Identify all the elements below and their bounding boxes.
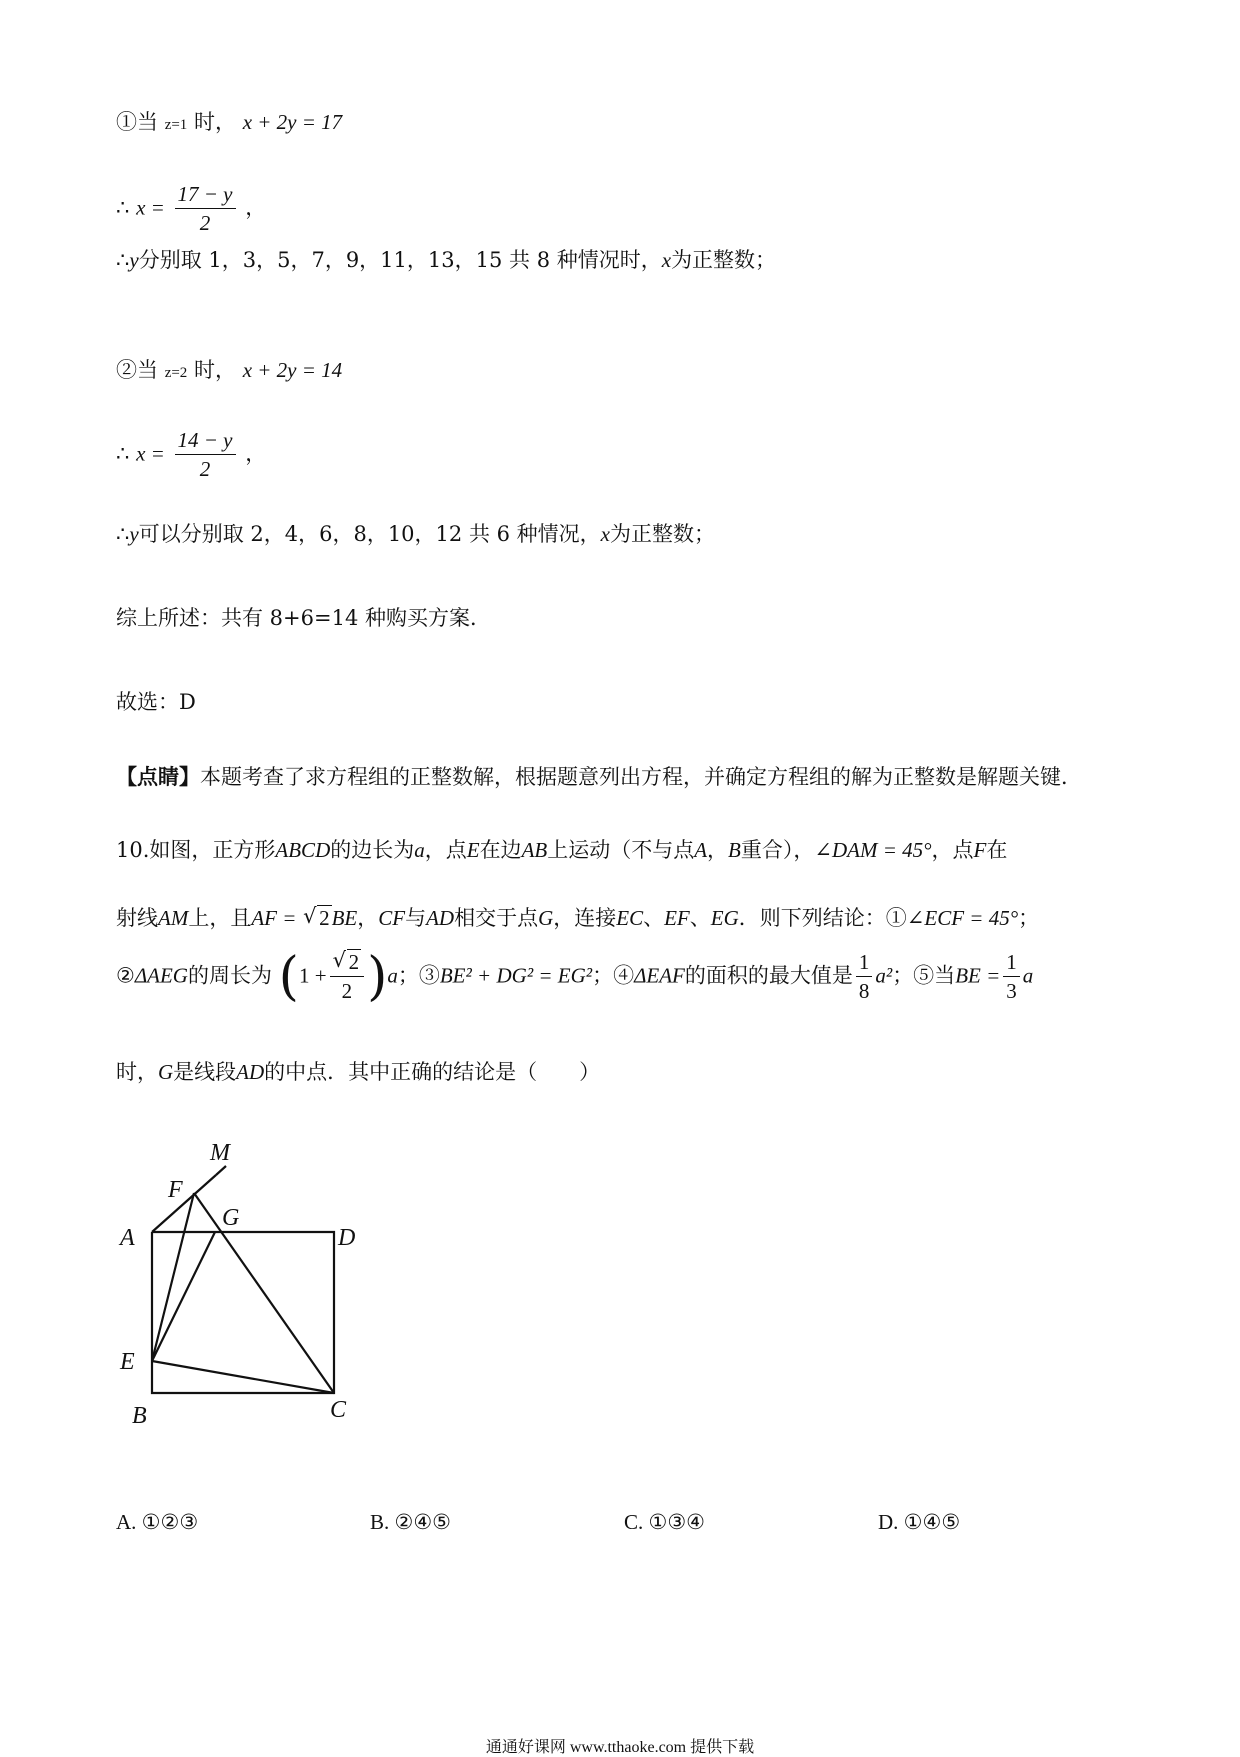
equation: x + 2y = 17 [242, 110, 343, 134]
variable: x [661, 248, 672, 272]
text: ，连接 [553, 906, 617, 930]
option-b[interactable]: B. ②④⑤ [370, 1510, 451, 1534]
fraction: √ 2 2 [330, 950, 365, 1004]
solution-line-6 [116, 522, 715, 547]
math: B [728, 838, 741, 862]
denominator: 8 [858, 979, 870, 1004]
solution-line-3 [116, 248, 776, 273]
text: 为正整数； [609, 522, 715, 546]
denominator: 3 [1006, 979, 1017, 1004]
math: CF [378, 906, 406, 930]
answer-choice: 故选：D [116, 690, 196, 714]
question-line-2 [116, 906, 1039, 931]
fraction [1003, 950, 1020, 1004]
segment-eg [152, 1232, 215, 1361]
text: ，点 [931, 838, 974, 862]
label-a: A [120, 1225, 135, 1251]
variable: x = [136, 195, 165, 220]
text: 分别取 1，3，5，7，9，11，13，15 共 8 种情况时， [138, 248, 662, 272]
text: ；④ [592, 963, 635, 988]
segment-ef [152, 1193, 194, 1361]
text: ， [357, 906, 379, 930]
text: ； [1018, 906, 1040, 930]
label-d: D [338, 1225, 356, 1251]
question-line-3: ②ΔAEG的周长为 (1 + √ 2 2 )a；③BE² + DG² = EG²；④ΔEAF的面积的最大值是 $\frac{1}{8}$ a²；⑤当BE = $\frac{1}{3}$ a [116, 947, 1034, 1008]
page-footer: 通通好课网 www.tthaoke.com 提供下载 [485, 1739, 755, 1756]
denominator: 2 [199, 457, 211, 482]
math: ABCD [275, 838, 331, 862]
math: 1 + [298, 963, 327, 988]
math: BE = [955, 963, 1001, 988]
option-d[interactable]: D. ①④⑤ [878, 1510, 961, 1534]
segment-ec [152, 1361, 334, 1393]
math: AB [521, 838, 548, 862]
therefore-symbol: ∴ [116, 441, 130, 466]
text: 是线段 [173, 1060, 237, 1084]
question-line-4 [116, 1060, 600, 1085]
ray-am [152, 1175, 216, 1232]
math: E [466, 838, 480, 862]
math: a [387, 963, 398, 988]
condition: z=1 [164, 117, 188, 133]
solution-line-5 [116, 428, 266, 482]
text: ，点 [424, 838, 467, 862]
segment-fc [194, 1193, 334, 1393]
sqrt: √ 2 [303, 904, 330, 930]
denominator: 2 [341, 979, 353, 1004]
condition: z=2 [164, 365, 188, 381]
therefore-symbol: ∴ [116, 195, 130, 220]
text: ② [116, 963, 135, 988]
math: G [158, 1060, 174, 1084]
text: 、 [643, 906, 665, 930]
text: 的中点．其中正确的结论是（ ） [264, 1060, 601, 1084]
numerator: 17 − y [175, 182, 236, 209]
numerator: 1 [856, 950, 873, 977]
math: BE² + DG² = EG² [439, 963, 593, 988]
math: A [694, 838, 708, 862]
geometry-figure [116, 1125, 376, 1459]
therefore-symbol: ∴ [116, 522, 130, 546]
text: 时， [194, 358, 236, 382]
label-g: G [222, 1205, 240, 1231]
math: ΔEAF [634, 963, 685, 988]
ray-am-extension [216, 1166, 226, 1175]
fraction [856, 950, 873, 1004]
text: 为正整数； [671, 248, 777, 272]
fraction [175, 182, 236, 236]
fraction [175, 428, 236, 482]
math: ∠DAM = 45° [814, 838, 932, 862]
comment-line [116, 764, 1082, 790]
text: 、 [689, 906, 711, 930]
comment-text: 本题考查了求方程组的正整数解，根据题意列出方程，并确定方程组的解为正整数是解题关键． [200, 765, 1082, 789]
label-c: C [330, 1397, 347, 1423]
solution-summary: 综上所述：共有 8+6=14 种购买方案． [116, 606, 491, 630]
math: AD [426, 906, 455, 930]
variable: x = [136, 441, 165, 466]
option-a[interactable]: A. ①②③ [116, 1510, 199, 1534]
math: ∠ECF = 45° [906, 906, 1019, 930]
math: EC [616, 906, 644, 930]
variable: y [129, 522, 139, 546]
math: AF = [251, 906, 297, 930]
text: 与 [405, 906, 427, 930]
text: 时， [194, 110, 236, 134]
text: ；⑤当 [892, 963, 956, 988]
variable: x [600, 522, 610, 546]
solution-line-2 [116, 182, 266, 236]
denominator: 2 [199, 211, 211, 236]
math: F [973, 838, 987, 862]
radicand: 2 [319, 906, 330, 930]
text: 重合）， [740, 838, 815, 862]
label-e: E [120, 1349, 135, 1375]
text: 的周长为 [187, 963, 272, 988]
text: 在边 [479, 838, 522, 862]
square-diagram [116, 1125, 376, 1455]
math: AD [236, 1060, 265, 1084]
text: ②当 [116, 358, 158, 382]
text: 的边长为 [330, 838, 415, 862]
numerator: 1 [1003, 950, 1020, 977]
label-f: F [168, 1177, 183, 1203]
text: ．则下列结论：① [738, 906, 907, 930]
label-m: M [210, 1140, 230, 1166]
math: G [538, 906, 554, 930]
math: AM [158, 906, 189, 930]
text: 射线 [116, 906, 158, 930]
math: ΔAEG [134, 963, 188, 988]
text: ， [245, 441, 267, 466]
option-c[interactable]: C. ①③④ [624, 1510, 705, 1534]
text: ， [245, 195, 267, 220]
math: EG [710, 906, 739, 930]
math: a [414, 838, 425, 862]
label-b: B [132, 1403, 147, 1429]
text: 时， [116, 1060, 158, 1084]
text: 10.如图，正方形 [116, 838, 276, 862]
math: EF [664, 906, 690, 930]
text: 在 [986, 838, 1008, 862]
comment-tag: 【点睛】 [116, 764, 200, 789]
text: 相交于点 [454, 906, 539, 930]
solution-line-1 [116, 110, 342, 135]
numerator: 14 − y [175, 428, 236, 455]
therefore-symbol: ∴ [116, 248, 130, 272]
text: 的面积的最大值是 [684, 963, 853, 988]
math: a [1022, 963, 1034, 988]
question-line-1 [116, 838, 1007, 863]
text: ， [707, 838, 729, 862]
variable: y [129, 248, 139, 272]
text: ①当 [116, 110, 158, 134]
math: BE [331, 906, 358, 930]
math: a² [875, 963, 893, 988]
solution-line-4 [116, 358, 342, 383]
text: 上运动（不与点 [547, 838, 695, 862]
radicand: 2 [348, 950, 360, 974]
text: 上，且 [188, 906, 252, 930]
text: 可以分别取 2，4，6，8，10，12 共 6 种情况， [138, 522, 601, 546]
equation: x + 2y = 14 [242, 358, 343, 382]
text: ；③ [397, 963, 440, 988]
